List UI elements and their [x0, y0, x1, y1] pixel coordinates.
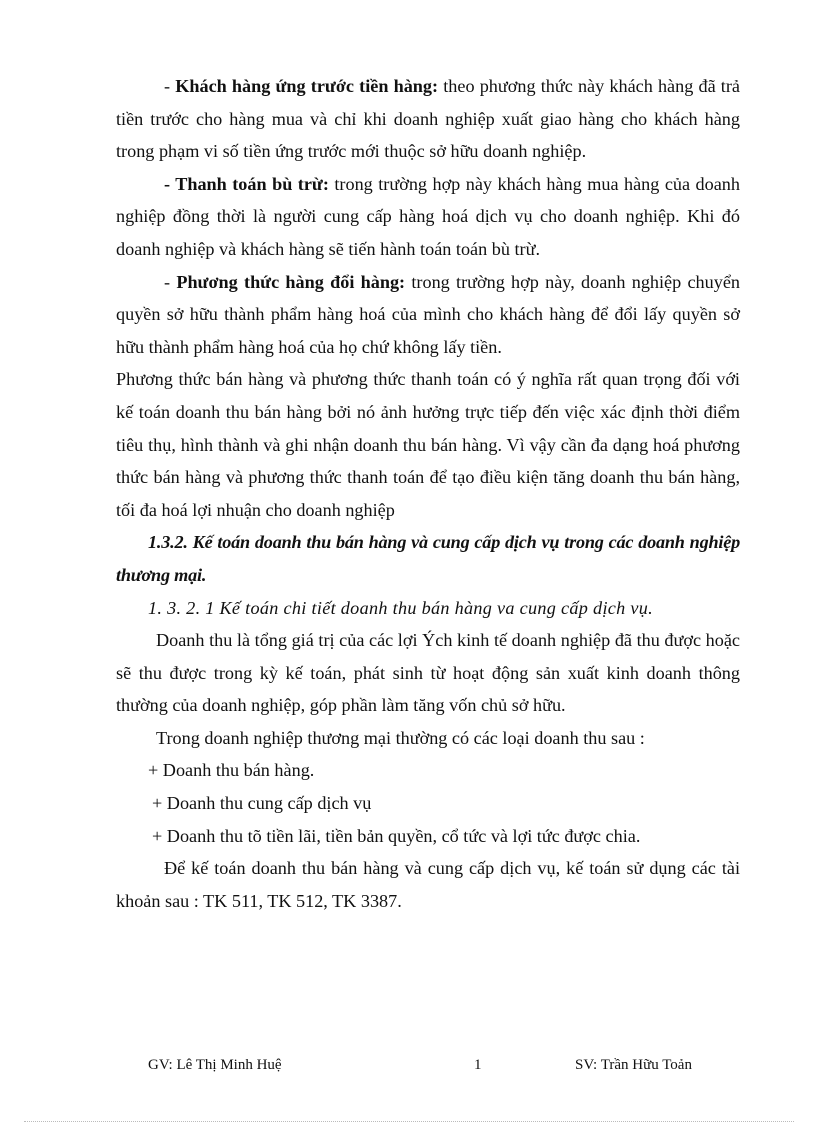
term-advance-payment: Khách hàng ứng trước tiền hàng: [175, 76, 439, 96]
page-footer [0, 1057, 816, 1077]
text-offset-payment: trong trường hợp này khách hàng mua hàng của doanh nghiệp đồng thời là người cung cấp hàng hoá dịch vụ cho doanh nghiệp. Khi đó doanh nghiệp và khách hàng sẽ tiến hành toán toán bù trừ. [116, 173, 740, 259]
paragraph-revenue-definition: Doanh thu là tổng giá trị của các lợi Ých kinh tế doanh nghiệp đã thu được hoặc sẽ thu được trong kỳ kế toán, phát sinh từ hoạt động sản xuất kinh doanh thông thường của doanh nghiệp, góp phần làm tăng vốn chủ sở hữu. [116, 630, 740, 716]
text-advance-payment: theo phương thức này khách hàng đã trả tiền trước cho hàng mua và chỉ khi doanh nghiệp xuất giao hàng cho khách hàng trong phạm vi số tiền ứng trước mới thuộc sở hữu doanh nghiệp. [116, 76, 740, 162]
paragraph-dash: - [164, 76, 176, 96]
subsection-heading: 1. 3. 2. 1 Kế toán chi tiết doanh thu bán hàng va cung cấp dịch vụ. [148, 597, 654, 618]
term-offset-payment: - Thanh toán bù trừ: [164, 173, 329, 194]
list-item: + Doanh thu cung cấp dịch vụ [152, 793, 372, 814]
list-item: + Doanh thu bán hàng. [148, 760, 315, 781]
paragraph-barter [116, 266, 740, 364]
paragraph-accounts-used: Để kế toán doanh thu bán hàng và cung cấp dịch vụ, kế toán sử dụng các tài khoản sau : TK 511, TK 512, TK 3387. [116, 858, 740, 911]
text-barter: trong trường hợp này, doanh nghiệp chuyển quyền sở hữu thành phẩm hàng hoá của mình cho khách hàng để đổi lấy quyền sở hữu thành phẩm hàng hoá của họ chứ không lấy tiền. [116, 271, 741, 357]
section-heading: 1.3.2. Kế toán doanh thu bán hàng và cung cấp dịch vụ trong các doanh nghiệp thương mại. [116, 532, 740, 585]
paragraph-revenue-types-intro: Trong doanh nghiệp thương mại thường có các loại doanh thu sau : [156, 727, 645, 748]
paragraph-advance-payment [116, 70, 740, 168]
paragraph-dash: - [164, 271, 177, 292]
page-bottom-border [24, 1121, 794, 1122]
footer-student: SV: Trần Hữu Toản [575, 1057, 692, 1073]
list-item: + Doanh thu tõ tiền lãi, tiền bản quyền, cổ tức và lợi tức được chia. [152, 825, 641, 846]
paragraph-offset-payment [116, 168, 740, 266]
footer-teacher: GV: Lê Thị Minh Huệ [148, 1057, 282, 1073]
page-body [116, 70, 740, 917]
term-barter: Phương thức hàng đổi hàng: [176, 271, 406, 292]
footer-page-number: 1 [474, 1057, 482, 1073]
paragraph-methods-significance: Phương thức bán hàng và phương thức thanh toán có ý nghĩa rất quan trọng đối với kế toán doanh thu bán hàng bởi nó ảnh hưởng trực tiếp đến việc xác định thời điểm tiêu thụ, hình thành và ghi nhận doanh thu bán hàng. Vì vậy cần đa dạng hoá phương thức bán hàng và phương thức thanh toán để tạo điều kiện tăng doanh thu bán hàng, tối đa hoá lợi nhuận cho doanh nghiệp [116, 369, 740, 520]
